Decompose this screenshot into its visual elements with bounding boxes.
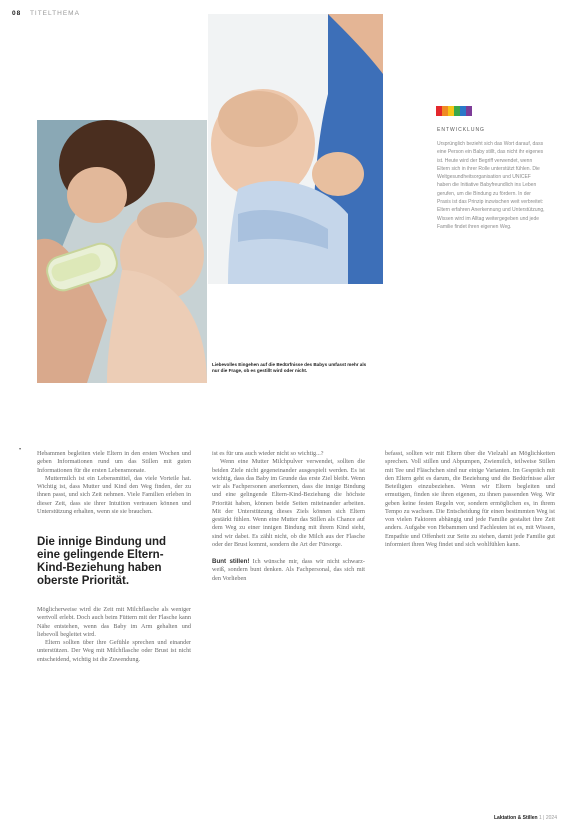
photo-bottle-feeding-illustration [37, 120, 207, 383]
photo-breastfeeding [208, 14, 383, 284]
paragraph-text: Ich wünsche mir, dass wir nicht schwarz-weiß, sondern bunt denken. Als Fachpersonal, das sich mit den Vorlieben [212, 558, 365, 582]
paragraph: Muttermilch ist ein Lebensmittel, das viele Vorteile hat. Wichtig ist, dass Mutter und Kind den Weg finden, der zu ihnen passt, und sich Zeit nehmen. Viele Familien erleben in dieser Zeit, dass sie ihrer Intuition vertrauen können und Unterstützung erhalten, wenn sie sie brauchen. [37, 474, 191, 515]
paragraph: Wenn eine Mutter Milchpulver verwendet, sollten die beiden Ziele nicht gegeneinander ausgespielt werden. Es ist wichtig, dass das Baby im Grunde das erste Ziel bleibt. Wenn wir als Fachpersonen anerkennen, dass die innige Bindung und eine gelingende Eltern-Kind-Beziehung die höchste Priorität haben, können beide Seiten miteinander arbeiten. Mit der Unterstützung dieses Ziels können sich Eltern gestärkt fühlen. Wenn eine Mutter das Stillen als Chance auf dem Weg zu einer innigen Bindung mit ihrem Kind sieht, sind wir dabei. Es zählt nicht, ob die Milch aus der Flasche oder der Brust kommt, sondern die Art der Fürsorge. [212, 458, 365, 548]
photo-caption: Liebevolles Eingehen auf die Bedürfnisse des Babys umfasst mehr als nur die Frage, ob es gestillt wird oder nicht. [212, 362, 367, 373]
paragraph: Eltern sollten über ihre Gefühle sprechen und einander unterstützen. Der Weg mit Milchflasche oder Brust ist nicht entscheidend, wichtig ist die Zuwendung. [37, 639, 191, 663]
paragraph: ist es für uns auch wieder nicht so wichtig...? [212, 450, 324, 457]
sidebar-body: Ursprünglich bezieht sich das Wort darauf, dass eine Person ein Baby stillt, das nicht ihr eigenes ist. Heute wird der Begriff verwendet, wenn Eltern sich in ihrer Rolle unterstützt fühlen. Die Weltgesundheitsorganisation und UNICEF haben die Initiative Babyfreundlich ins Leben gerufen, um die Bindung zu fördern. In der Praxis ist das Prinzip inzwischen weit verbreitet: Eltern erfahren Anerkennung und Unterstützung, Wissen wird im Alltag weitergegeben und jede Familie findet ihren eigenen Weg. [437, 141, 545, 230]
bullet-icon: • [19, 447, 22, 453]
running-header [12, 10, 80, 17]
article-column-3 [385, 450, 555, 549]
page-footer [494, 815, 557, 821]
photo-bottle-feeding [37, 120, 207, 383]
paragraph [212, 558, 365, 583]
section-title: TITELTHEMA [29, 10, 80, 17]
sidebar-label: ENTWICKLUNG [437, 127, 485, 133]
color-bar [436, 106, 472, 116]
paragraph: befasst, sollten wir mit Eltern über die Vielzahl an Möglichkeiten sprechen. Voll stillen und Abpumpen, Zwiemilch, teilweise Stillen mit Tee und Fläschchen sind nur einige Varianten. Im Gespräch mit den Eltern geht es darum, die Beziehung und die Bedürfnisse aller Beteiligten einzubeziehen. Wenn wir Eltern begleiten und ermutigen, finden sie ihren eigenen, zu ihnen passenden Weg. Wir geben keine festen Regeln vor, sondern ermöglichen es, in ihrem Tempo zu wachsen. Die Entscheidung für einen bestimmten Weg ist von vielen Faktoren abhängig und jede Familie gestaltet ihre Zeit anders. Aufgabe von Hebammen und Fachleuten ist es, mit Wissen, Empathie und Offenheit zur Seite zu stehen, damit jede Familie gut informiert ihren Weg findet und sich wohlfühlen kann. [385, 450, 555, 548]
photo-breastfeeding-illustration [208, 14, 383, 284]
color-bar-segment [466, 106, 472, 116]
footer-page-info: 1 | 2024 [539, 815, 557, 821]
article-column-2 [212, 450, 365, 583]
subheadline: Die innige Bindung und eine gelingende Eltern-Kind-Beziehung haben oberste Priorität. [37, 536, 167, 587]
article-column-1 [37, 450, 191, 664]
footer-label: Laktation & Stillen [494, 815, 538, 821]
paragraph: Möglicherweise wird die Zeit mit Milchflasche als weniger wertvoll erlebt. Doch auch beim Füttern mit der Flasche kann Nähe entstehen, wenn das Baby im Arm gehalten und liebevoll begleitet wird. [37, 606, 191, 638]
page-number: 08 [12, 10, 22, 17]
run-in-heading: Bunt stillen! [212, 558, 250, 565]
paragraph: Hebammen begleiten viele Eltern in den ersten Wochen und geben Informationen rund um das Stillen mit guten Informationen für die ersten Lebensmonate. [37, 450, 191, 474]
